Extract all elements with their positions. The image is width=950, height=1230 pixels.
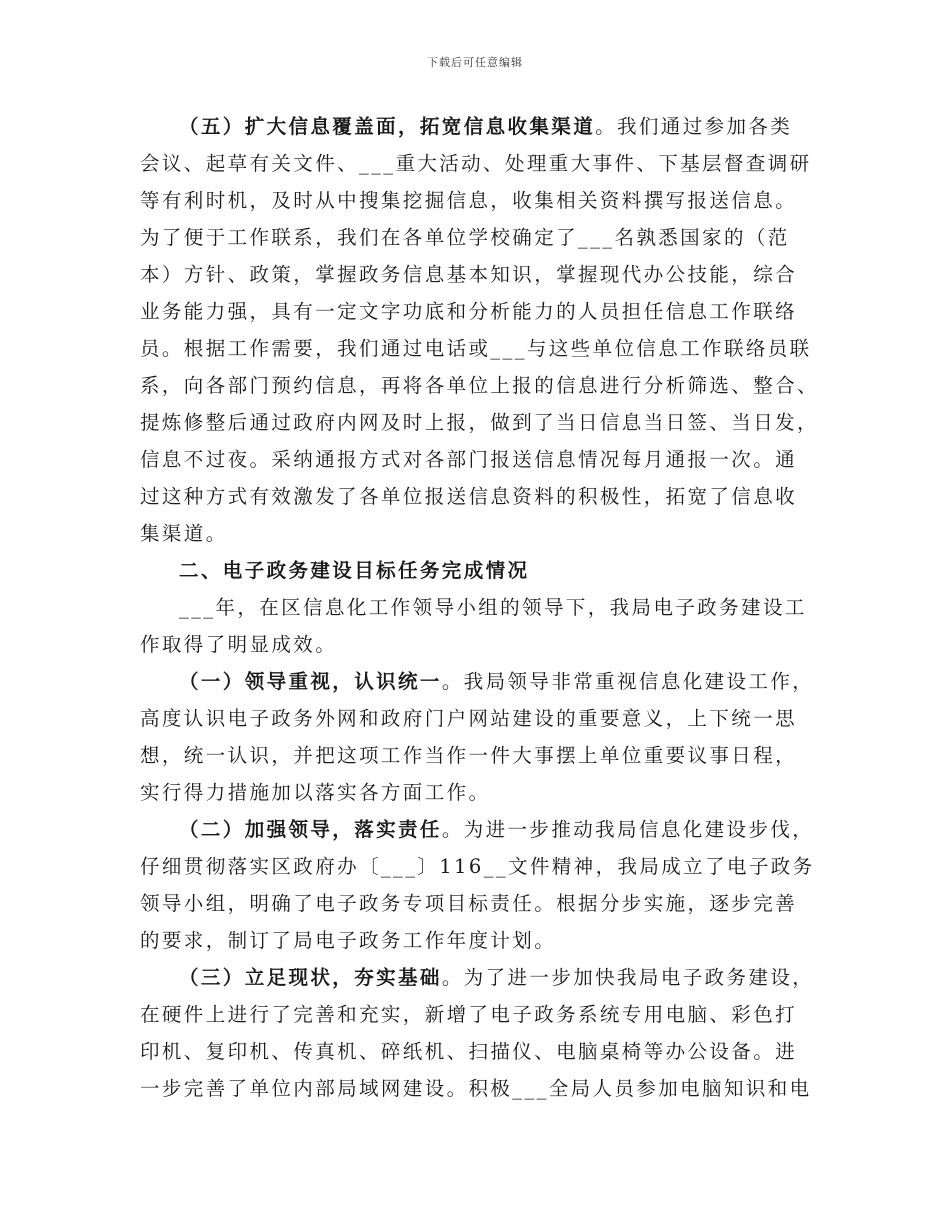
paragraph-sub-3 — [140, 959, 822, 1107]
sub-1-lead: （一）领导重视，认识统一 — [179, 670, 442, 693]
paragraph-line: 领导小组，明确了电子政务专项目标责任。根据分步实施，逐步完善 — [140, 892, 798, 915]
paragraph-line: 印机、复印机、传真机、碎纸机、扫描仪、电脑桌椅等办公设备。进 — [140, 1040, 798, 1063]
paragraph-sub-2 — [140, 811, 822, 959]
section-heading-2: 二、电子政务建设目标任务完成情况 — [179, 559, 530, 582]
paragraph-line: 想，统一认识，并把这项工作当作一件大事摆上单位重要议事日程， — [140, 744, 798, 767]
paragraph-line: 业务能力强，具有一定文字功底和分析能力的人员担任信息工作联络 — [140, 300, 798, 323]
paragraph-line: 为了便于工作联系，我们在各单位学校确定了___名孰悉国家的（范 — [140, 226, 790, 249]
paragraph-line: 作取得了明显成效。 — [140, 633, 338, 656]
paragraph-line: 。为了进一步加快我局电子政务建设， — [441, 966, 815, 989]
section-5-lead: （五）扩大信息覆盖面，拓宽信息收集渠道 — [179, 115, 596, 138]
paragraph-line: 等有利时机，及时从中搜集挖掘信息，收集相关资料撰写报送信息。 — [140, 189, 798, 212]
paragraph-line: 本）方针、政策，掌握政务信息基本知识，掌握现代办公技能，综合 — [140, 263, 798, 286]
paragraph-line: 会议、起草有关文件、___重大活动、处理重大事件、下基层督查调研 — [140, 152, 812, 175]
document-body — [140, 108, 822, 1107]
paragraph-line: 过这种方式有效激发了各单位报送信息资料的积极性，拓宽了信息收 — [140, 485, 798, 508]
paragraph-line: 。我们通过参加各类 — [595, 115, 793, 138]
paragraph-line: 。我局领导非常重视信息化建设工作， — [441, 670, 815, 693]
paragraph-line: 高度认识电子政务外网和政府门户网站建设的重要意义，上下统一思 — [140, 707, 798, 730]
paragraph-line: 信息不过夜。采纳通报方式对各部门报送信息情况每月通报一次。通 — [140, 448, 798, 471]
sub-3-lead: （三）立足现状，夯实基础 — [179, 966, 442, 989]
paragraph-line: ___年，在区信息化工作领导小组的领导下，我局电子政务建设工 — [179, 596, 807, 619]
paragraph-line: 提炼修整后通过政府内网及时上报，做到了当日信息当日签、当日发， — [140, 411, 819, 434]
paragraph-line: 。为进一步推动我局信息化建设步伐， — [441, 818, 815, 841]
paragraph-sub-1 — [140, 663, 822, 811]
paragraph-intro — [140, 589, 822, 663]
paragraph-line: 系，向各部门预约信息，再将各单位上报的信息进行分析筛选、整合、 — [140, 374, 819, 397]
paragraph-line: 实行得力措施加以落实各方面工作。 — [140, 781, 491, 804]
paragraph-line: 的要求，制订了局电子政务工作年度计划。 — [140, 929, 557, 952]
paragraph-line: 仔细贯彻落实区政府办〔___〕116__文件精神，我局成立了电子政务 — [140, 855, 815, 878]
paragraph-line: 员。根据工作需要，我们通过电话或___与这些单位信息工作联络员联 — [140, 337, 812, 360]
paragraph-line: 一步完善了单位内部局域网建设。积极___全局人员参加电脑知识和电 — [140, 1077, 812, 1100]
paragraph-line: 在硬件上进行了完善和充实，新增了电子政务系统专用电脑、彩色打 — [140, 1003, 798, 1026]
sub-2-lead: （二）加强领导，落实责任 — [179, 818, 442, 841]
page-header: 下载后可任意编辑 — [427, 56, 523, 69]
paragraph-section-5 — [140, 108, 822, 552]
paragraph-line: 集渠道。 — [140, 522, 228, 545]
